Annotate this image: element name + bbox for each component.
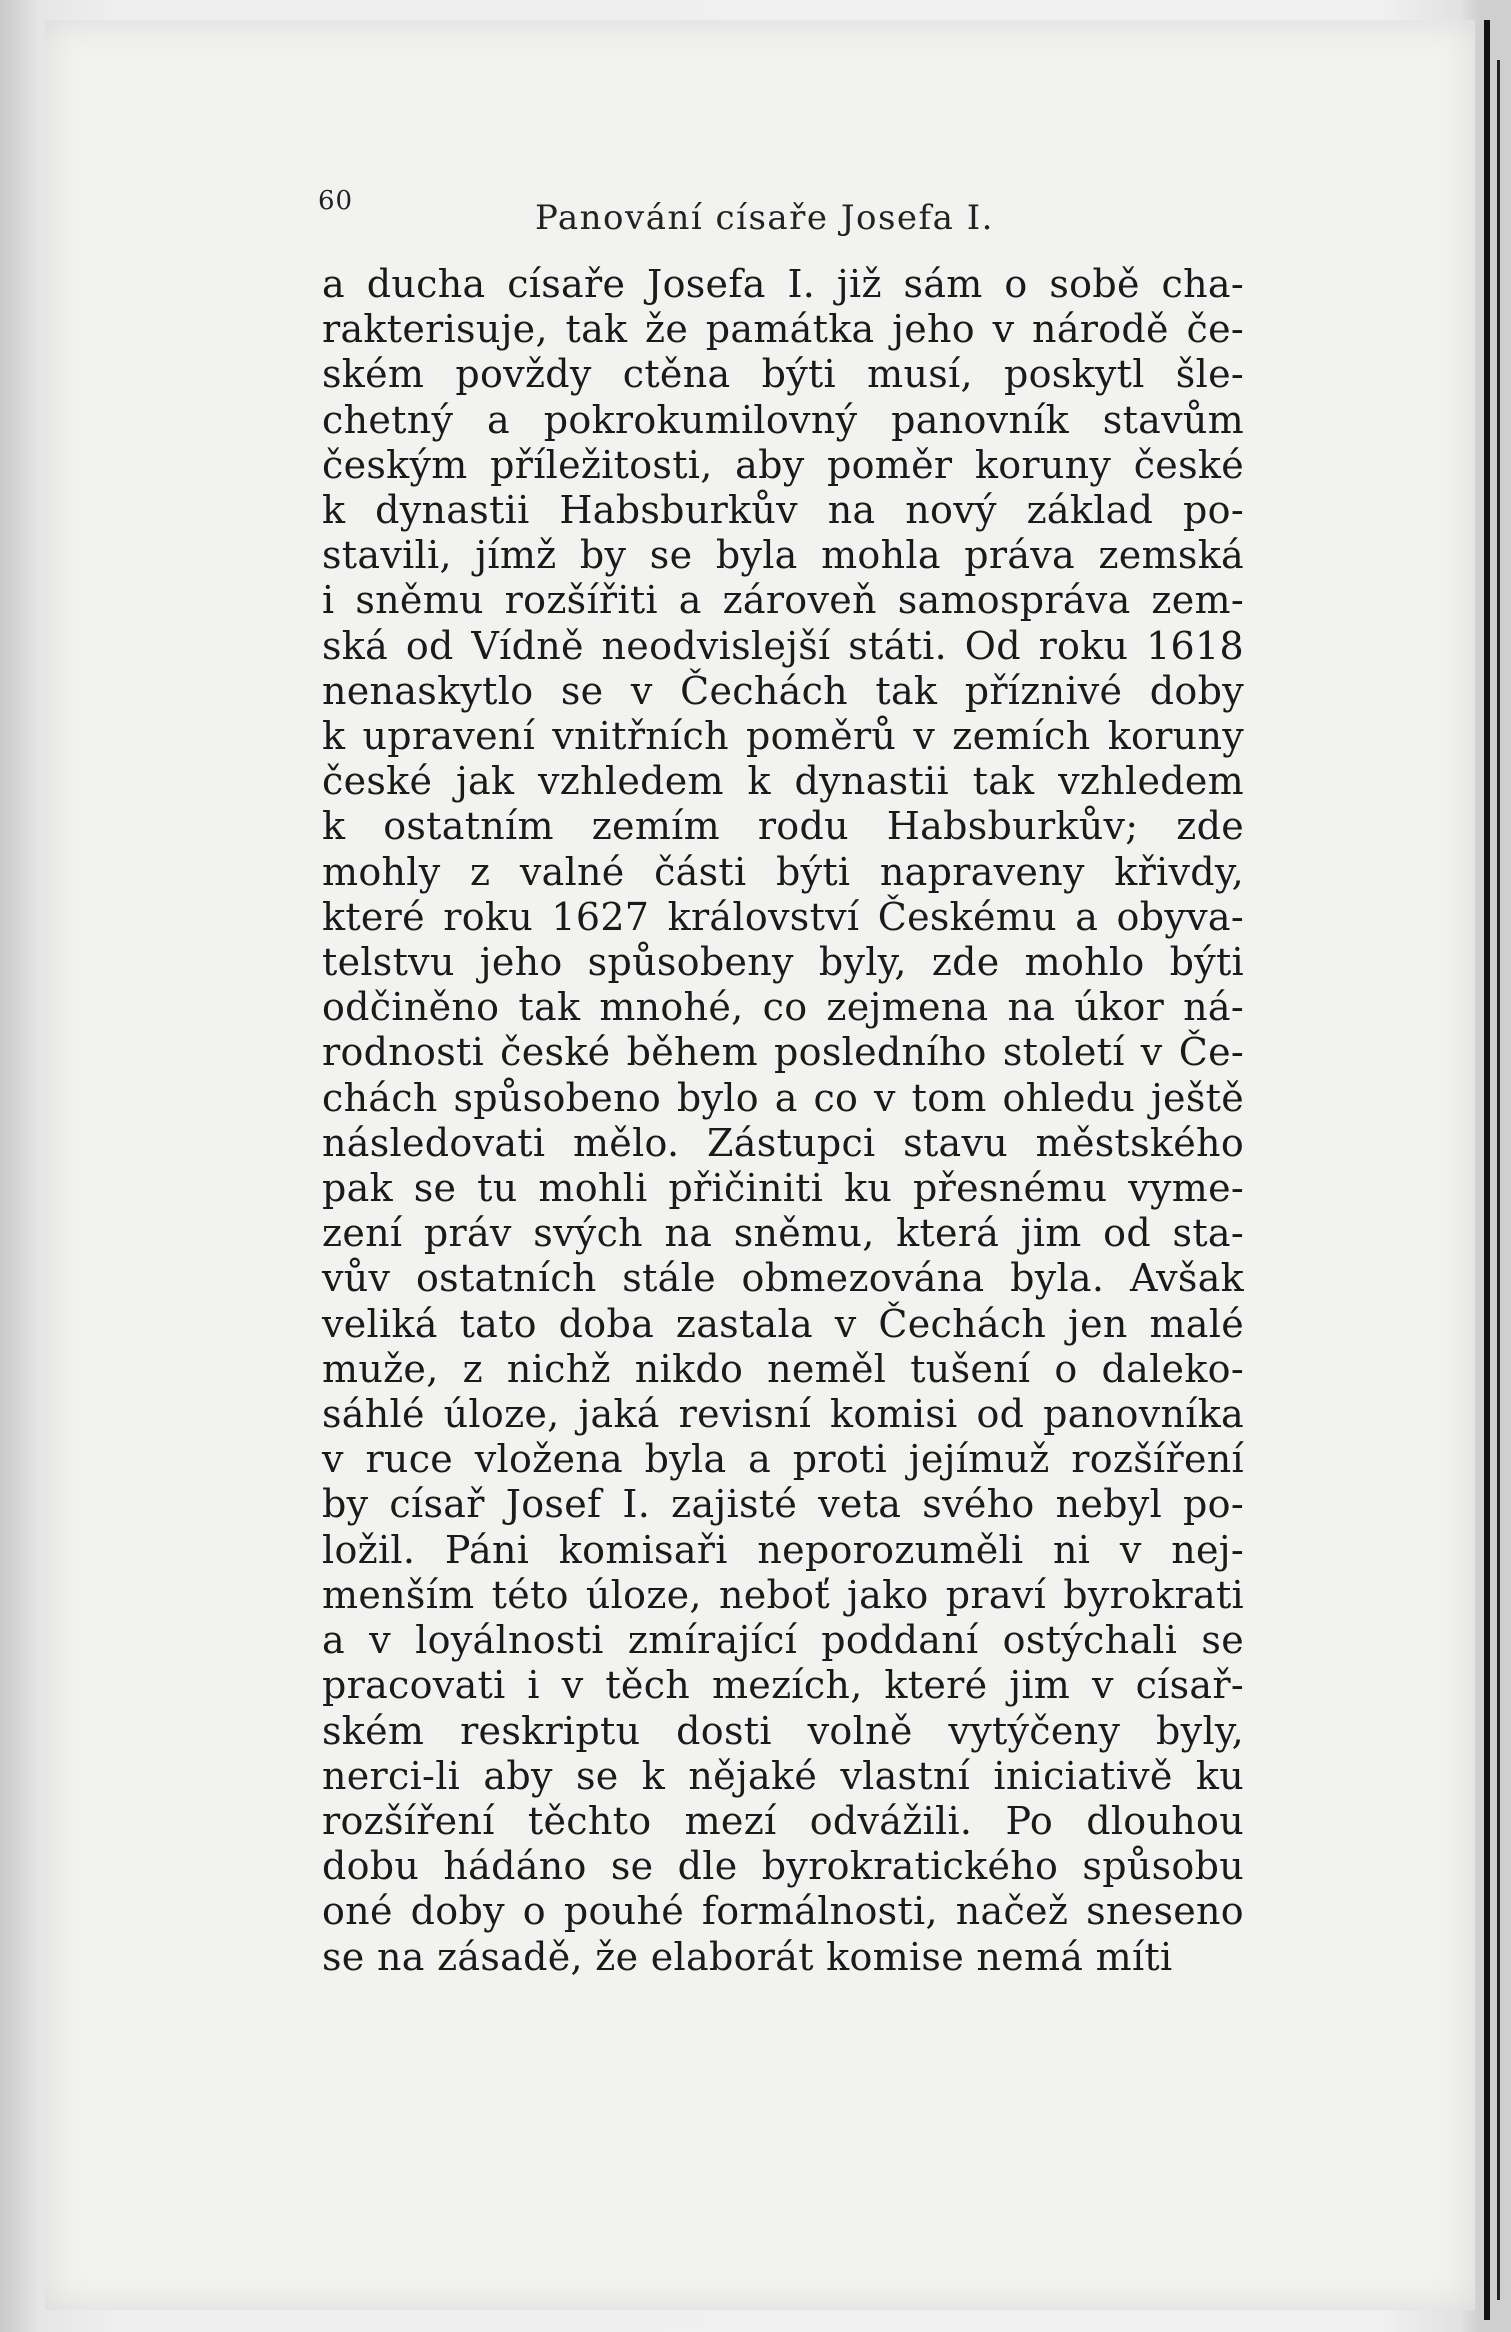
- text-line: nenaskytlo se v Čechách tak příznivé doby: [322, 668, 1244, 713]
- text-line: ská od Vídně neodvislejší státi. Od roku 1618: [322, 623, 1244, 668]
- text-line: oné doby o pouhé formálnosti, načež sneseno: [322, 1889, 1244, 1934]
- text-line: a ducha císaře Josefa I. již sám o sobě cha-: [322, 262, 1244, 306]
- text-line: zení práv svých na sněmu, která jim od sta-: [322, 1211, 1244, 1256]
- text-line: českým příležitosti, aby poměr koruny české: [322, 442, 1244, 487]
- text-line: rakterisuje, tak že památka jeho v národě če-: [322, 307, 1244, 352]
- text-line: české jak vzhledem k dynastii tak vzhledem: [322, 759, 1244, 804]
- text-line: pak se tu mohli přičiniti ku přesnému vyme-: [322, 1166, 1244, 1211]
- binding-edge: [1484, 20, 1490, 2320]
- text-line: a v loyálnosti zmírající poddaní ostýchali se: [322, 1618, 1244, 1663]
- text-line: následovati mělo. Zástupci stavu městského: [322, 1120, 1244, 1165]
- text-line: v ruce vložena byla a proti jejímuž rozšíření: [322, 1437, 1244, 1482]
- text-line: dobu hádáno se dle byrokratického spůsobu: [322, 1844, 1244, 1889]
- text-line: ložil. Páni komisaři neporozuměli ni v nej-: [322, 1527, 1244, 1572]
- text-line: vův ostatních stále obmezována byla. Avšak: [322, 1256, 1244, 1301]
- text-line: odčiněno tak mnohé, co zejmena na úkor ná-: [322, 985, 1244, 1030]
- page-number: 60: [318, 186, 354, 216]
- text-line: rodnosti české během posledního století v Če-: [322, 1030, 1244, 1075]
- text-line: ském reskriptu dosti volně vytýčeny byly,: [322, 1708, 1244, 1753]
- text-line: nerci-li aby se k nějaké vlastní iniciativě ku: [322, 1753, 1244, 1798]
- text-line: k ostatním zemím rodu Habsburkův; zde: [322, 804, 1244, 849]
- text-line: mohly z valné části býti napraveny křivdy,: [322, 849, 1244, 894]
- text-line: rozšíření těchto mezí odvážili. Po dlouhou: [322, 1798, 1244, 1843]
- text-line: telstvu jeho spůsobeny byly, zde mohlo býti: [322, 940, 1244, 985]
- text-line: k upravení vnitřních poměrů v zemích koruny: [322, 714, 1244, 759]
- body-paragraph: [322, 262, 1244, 1980]
- text-line: se na zásadě, že elaborát komise nemá míti: [322, 1934, 1173, 1979]
- text-line: veliká tato doba zastala v Čechách jen malé: [322, 1301, 1244, 1346]
- text-line: pracovati i v těch mezích, které jim v císař-: [322, 1663, 1244, 1708]
- text-line: by císař Josef I. zajisté veta svého nebyl po-: [322, 1482, 1244, 1527]
- binding-edge-outer: [1497, 60, 1500, 2300]
- text-line: i sněmu rozšířiti a zároveň samospráva zem-: [322, 578, 1244, 623]
- text-line: ském povždy ctěna býti musí, poskytl šle-: [322, 352, 1244, 397]
- text-line: menším této úloze, neboť jako praví byrokrati: [322, 1572, 1244, 1617]
- text-line: chách spůsobeno bylo a co v tom ohledu ještě: [322, 1075, 1244, 1120]
- text-line: k dynastii Habsburkův na nový základ po-: [322, 488, 1244, 533]
- text-line: které roku 1627 království Českému a obyva-: [322, 894, 1244, 939]
- text-line: chetný a pokrokumilovný panovník stavům: [322, 397, 1244, 442]
- text-line: muže, z nichž nikdo neměl tušení o daleko-: [322, 1346, 1244, 1391]
- running-title: Panování císaře Josefa I.: [535, 198, 994, 238]
- text-line: stavili, jímž by se byla mohla práva zemská: [322, 533, 1244, 578]
- text-line: sáhlé úloze, jaká revisní komisi od panovníka: [322, 1392, 1244, 1437]
